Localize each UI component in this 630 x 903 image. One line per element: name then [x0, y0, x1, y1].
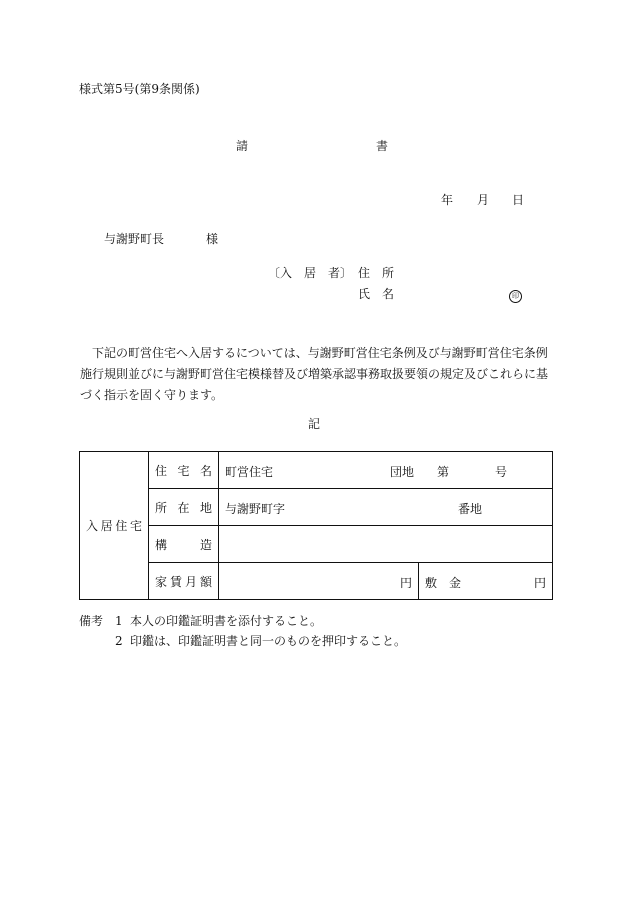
housing-group-label: 入居住宅 — [80, 452, 149, 600]
location-prefix: 与謝野町字 — [225, 502, 286, 516]
applicant-bracket-label: 〔入 居 者〕 — [268, 266, 353, 280]
addressee-name: 与謝野町長 — [104, 232, 165, 246]
structure-cell — [219, 526, 553, 563]
ki-heading: 記 — [308, 417, 321, 431]
location-cell — [219, 489, 553, 526]
rent-label: 家賃月額 — [149, 563, 219, 600]
note-1-text: 本人の印鑑証明書を添付すること。 — [130, 614, 323, 628]
deposit-cell — [419, 563, 553, 600]
deposit-label: 敷 金 — [425, 576, 462, 590]
date-month: 月 — [477, 193, 490, 207]
date-year: 年 — [441, 193, 454, 207]
housing-name-dai: 第 — [437, 465, 450, 479]
title-char-left: 請 — [236, 139, 249, 153]
body-text — [80, 343, 550, 406]
notes-label: 備考 — [79, 614, 104, 628]
housing-name-label: 住宅名 — [149, 452, 219, 489]
note-2-text: 印鑑は、印鑑証明書と同一のものを押印すること。 — [130, 634, 407, 648]
housing-name-go: 号 — [495, 465, 508, 479]
location-banchi: 番地 — [458, 502, 483, 516]
housing-table — [79, 451, 553, 600]
date-day: 日 — [512, 193, 525, 207]
location-label: 所在地 — [149, 489, 219, 526]
title-char-right: 書 — [376, 139, 389, 153]
applicant-name-label: 氏 名 — [358, 287, 395, 301]
housing-name-danchi: 団地 — [390, 465, 415, 479]
deposit-unit: 円 — [533, 576, 546, 590]
note-row-2 — [79, 631, 407, 651]
body-paragraph: 下記の町営住宅へ入居するについては、与謝野町営住宅条例及び与謝野町営住宅条例施行規則並びに与謝野町営住宅模様替及び増築承認事務取扱要領の規定及びこれらに基づく指示を固く守ります。 — [80, 346, 549, 402]
rent-unit: 円 — [399, 576, 412, 590]
notes — [79, 611, 407, 651]
note-row-1 — [79, 611, 323, 631]
structure-label: 構造 — [149, 526, 219, 563]
housing-name-cell — [219, 452, 553, 489]
addressee — [104, 232, 219, 246]
applicant-address-label: 住 所 — [358, 266, 395, 280]
seal-mark — [509, 287, 522, 303]
addressee-honorific: 様 — [206, 232, 219, 246]
note-2-number: 2 — [115, 634, 123, 648]
note-1-number: 1 — [115, 614, 123, 628]
rent-cell — [219, 563, 419, 600]
housing-name-prefix: 町営住宅 — [225, 465, 274, 479]
form-number: 様式第5号(第9条関係) — [79, 82, 200, 96]
seal-icon: 印 — [509, 290, 522, 303]
